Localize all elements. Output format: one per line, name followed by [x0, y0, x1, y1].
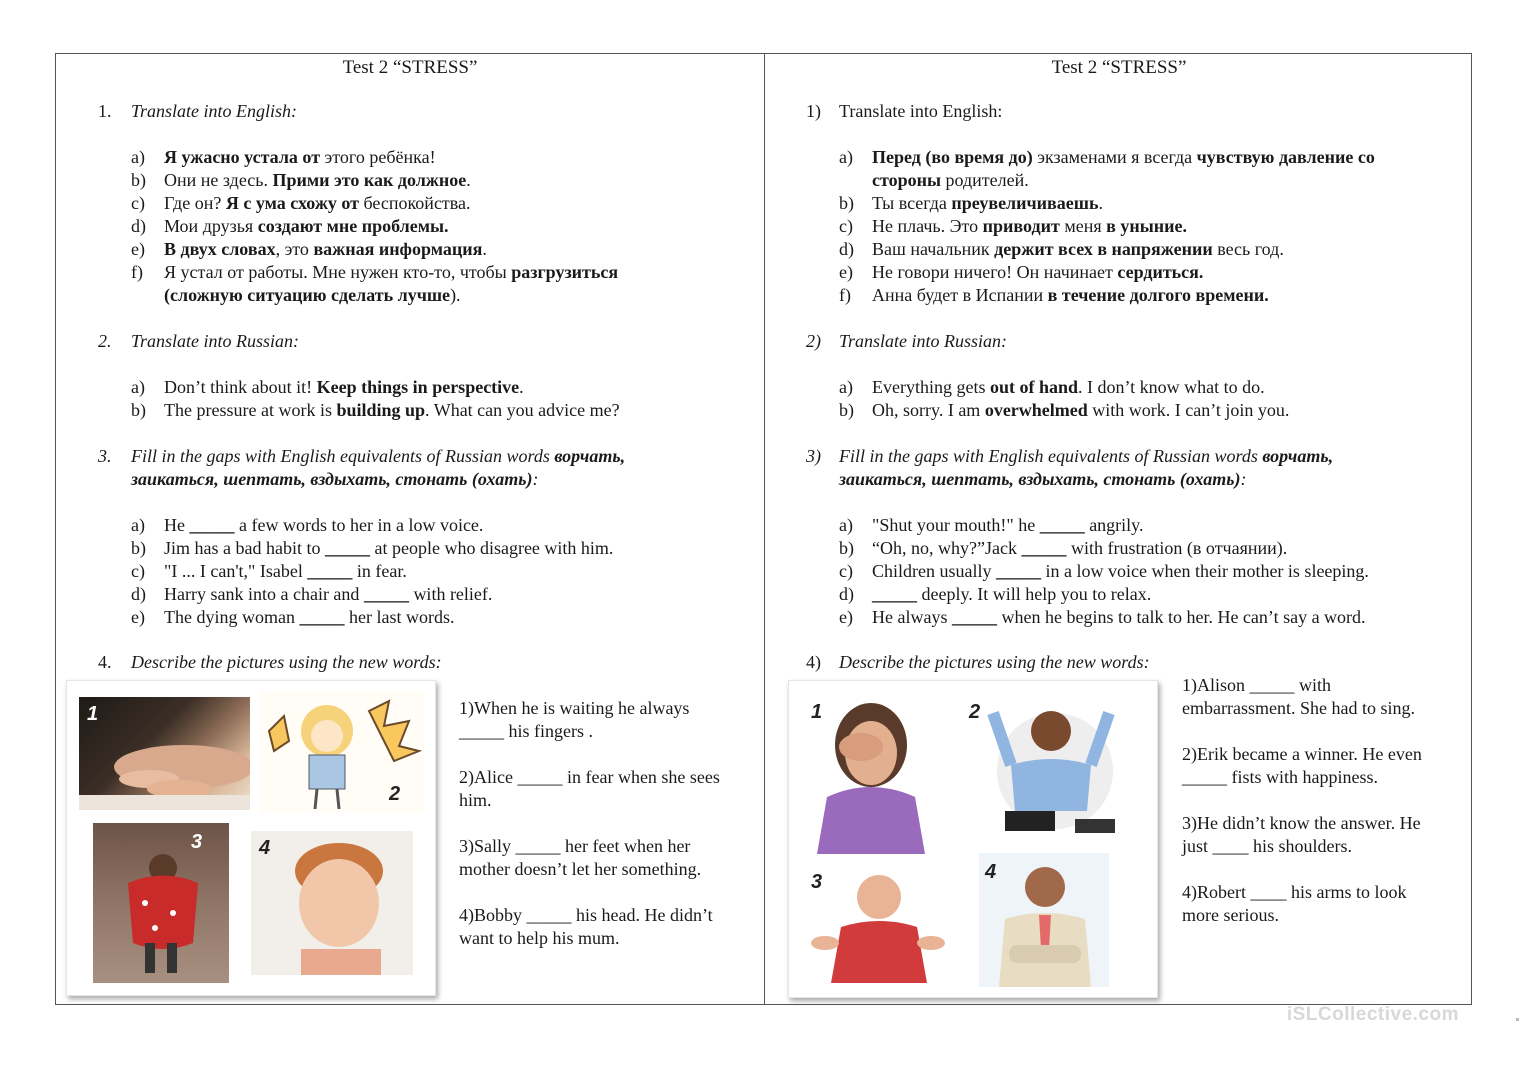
text-segment: Oh, sorry. I am [872, 400, 985, 420]
item-text [164, 537, 613, 560]
text-segment: родителей. [941, 170, 1029, 190]
text-segment: Где он? [164, 193, 226, 213]
section-3-number: 3) [806, 446, 821, 466]
answer-blank: _____ [872, 584, 917, 604]
bold-phrase: важная информация [313, 239, 483, 259]
section-1-heading: Translate into English: [839, 101, 1003, 121]
picture-sentence-line: _____ fists with happiness. [1182, 767, 1378, 787]
item-text [164, 560, 407, 583]
item-letter: c) [131, 561, 145, 581]
picture-man-arms-crossed [979, 853, 1109, 987]
section-2-number: 2) [806, 331, 821, 351]
item-text [872, 376, 1265, 399]
section-4-heading: Describe the pictures using the new words: [839, 652, 1150, 672]
picture-boy-shaking-head [251, 831, 413, 975]
text-segment: . What can you advice me? [425, 400, 620, 420]
item-letter: d) [131, 584, 146, 604]
picture-man-celebrating [965, 695, 1137, 845]
text-segment: Я устал от работы. Мне нужен кто-то, чтобы [164, 262, 512, 282]
picture-old-man-shrugging [807, 861, 947, 983]
item-text [164, 583, 492, 606]
man-crossed-arms-illustration [979, 853, 1109, 987]
picture-number-3: 3 [811, 871, 823, 893]
left-test-column [56, 53, 764, 1005]
answer-blank: _____ [1021, 538, 1067, 558]
text-segment: Не говори ничего! Он начинает [872, 262, 1118, 282]
picture-sentence-line: want to help his mum. [459, 928, 620, 948]
item-letter: b) [839, 400, 854, 420]
text-segment: her last words. [344, 607, 455, 627]
item-text [164, 169, 471, 192]
section-3-heading-line2: заикаться, шептать, вздыхать, стонать (охать): [131, 469, 539, 489]
text-segment: The dying woman [164, 607, 300, 627]
item-text [872, 192, 1103, 215]
text-segment: The pressure at work is [164, 400, 337, 420]
bold-phrase: в течение долгого времени. [1047, 285, 1269, 305]
item-text [872, 399, 1289, 422]
item-text [164, 146, 436, 169]
section-4-heading: Describe the pictures using the new words: [131, 652, 442, 672]
section-1-number: 1) [806, 101, 821, 121]
bold-phrase: преувеличиваешь [951, 193, 1099, 213]
text-segment: этого ребёнка! [320, 147, 436, 167]
item-letter: e) [131, 607, 145, 627]
item-letter: d) [131, 216, 146, 236]
bold-phrase: сердиться. [1117, 262, 1204, 282]
item-letter: e) [131, 239, 145, 259]
man-raised-fists-illustration [965, 695, 1137, 845]
text-segment: беспокойства. [359, 193, 471, 213]
item-letter: a) [839, 147, 853, 167]
decor-dot [1516, 1018, 1519, 1021]
text-segment: with work. I can’t join you. [1087, 400, 1290, 420]
text-segment: a few words to her in a low voice. [234, 515, 484, 535]
bold-phrase: в уныние. [1106, 216, 1187, 236]
text-segment: Не плачь. Это [872, 216, 983, 236]
picture-sentence-line: mother doesn’t let her something. [459, 859, 702, 879]
picture-scared-girl-cartoon [259, 691, 424, 813]
item-letter: a) [131, 515, 145, 535]
bold-phrase: Перед (во время до) [872, 147, 1033, 167]
item-text [872, 537, 1287, 560]
woman-face-in-hand-illustration [807, 697, 933, 854]
item-letter: c) [131, 193, 145, 213]
bold-phrase: держит всех в напряжении [994, 239, 1213, 259]
picture-sentence-line: embarrassment. She had to sing. [1182, 698, 1415, 718]
item-text [164, 514, 483, 537]
item-text [872, 169, 1029, 192]
text-segment: Harry sank into a chair and [164, 584, 364, 604]
answer-blank: _____ [363, 584, 409, 604]
text-segment: Don’t think about it! [164, 377, 317, 397]
item-letter: b) [839, 193, 854, 213]
text-segment: “Oh, no, why?”Jack [872, 538, 1022, 558]
text-segment: экзаменами я всегда [1032, 147, 1197, 167]
text-segment: at people who disagree with him. [369, 538, 614, 558]
text-segment: Jim has a bad habit to [164, 538, 325, 558]
item-text [164, 261, 618, 284]
picture-sentence-line: 3)He didn’t know the answer. He [1182, 813, 1421, 833]
picture-number-2: 2 [389, 783, 401, 805]
text-segment: He always [872, 607, 952, 627]
picture-sentence-line: 1)Alison _____ with [1182, 675, 1332, 695]
text-segment: Мои друзья [164, 216, 258, 236]
item-letter: a) [131, 377, 145, 397]
section-2-heading: Translate into Russian: [131, 331, 300, 351]
bold-phrase: В двух словах [164, 239, 276, 259]
picture-sentence-line: 4)Robert ____ his arms to look [1182, 882, 1407, 902]
bold-phrase: out of hand [989, 377, 1079, 397]
answer-blank: _____ [307, 561, 353, 581]
text-segment: with relief. [408, 584, 493, 604]
picture-number-1: 1 [87, 703, 99, 725]
text-segment: весь год. [1212, 239, 1284, 259]
text-segment: Они не здесь. [164, 170, 273, 190]
section-2-number: 2. [98, 331, 112, 351]
item-text [872, 583, 1151, 606]
picture-number-1: 1 [811, 701, 823, 723]
section-4-number: 4. [98, 652, 112, 672]
section-2-heading: Translate into Russian: [839, 331, 1008, 351]
picture-sentence-line: just ____ his shoulders. [1182, 836, 1353, 856]
picture-girl-stamping-feet [93, 823, 229, 983]
bold-phrase: приводит [982, 216, 1060, 236]
text-segment: "I ... I can't," Isabel [164, 561, 308, 581]
section-4-number: 4) [806, 652, 821, 672]
picture-woman-embarrassed [807, 697, 933, 854]
text-segment: deeply. It will help you to relax. [917, 584, 1152, 604]
item-letter: b) [131, 170, 146, 190]
item-letter: d) [839, 239, 854, 259]
old-man-shrug-illustration [807, 861, 947, 983]
text-segment: ). [450, 285, 461, 305]
item-text [164, 238, 487, 261]
item-letter: e) [839, 262, 853, 282]
answer-blank: _____ [996, 561, 1041, 581]
picture-number-3: 3 [191, 831, 203, 853]
picture-sentence-line: 1)When he is waiting he always [459, 698, 690, 718]
item-letter: c) [839, 561, 853, 581]
text-segment: меня [1059, 216, 1107, 236]
item-letter: a) [131, 147, 145, 167]
section-3-number: 3. [98, 446, 112, 466]
item-text [872, 560, 1369, 583]
bold-phrase: building up [336, 400, 426, 420]
answer-blank: _____ [189, 515, 235, 535]
bold-phrase: стороны [872, 170, 942, 190]
picture-sentence-line: him. [459, 790, 492, 810]
section-1-number: 1. [98, 101, 112, 121]
right-test-column [765, 53, 1473, 1005]
test-title: Test 2 “STRESS” [342, 57, 478, 78]
section-3-heading-line2: заикаться, шептать, вздыхать, стонать (охать): [839, 469, 1247, 489]
section-3-heading-line1: Fill in the gaps with English equivalents of Russian words ворчать, [839, 446, 1334, 466]
bold-phrase: Keep things in perspective [316, 377, 520, 397]
answer-blank: _____ [299, 607, 345, 627]
text-segment: Ты всегда [872, 193, 952, 213]
text-segment: when he begins to talk to her. He can’t say a word. [996, 607, 1366, 627]
picture-fingers-tapping [79, 697, 250, 810]
item-text [872, 514, 1144, 537]
text-segment: . [519, 377, 524, 397]
picture-number-4: 4 [985, 861, 997, 883]
answer-blank: _____ [324, 538, 370, 558]
bold-phrase: разгрузиться [511, 262, 619, 282]
item-letter: a) [839, 515, 853, 535]
item-letter: f) [839, 285, 851, 305]
hand-illustration [79, 697, 250, 810]
item-text [872, 238, 1284, 261]
item-text [872, 261, 1203, 284]
bold-phrase: чувствую давление со [1196, 147, 1375, 167]
item-text [872, 284, 1269, 307]
answer-blank: _____ [951, 607, 997, 627]
girl-red-dress-illustration [93, 823, 229, 983]
bold-phrase: (сложную ситуацию сделать лучше [164, 285, 451, 305]
site-watermark: iSLCollective.com [1286, 1004, 1459, 1025]
item-letter: a) [839, 377, 853, 397]
item-letter: d) [839, 584, 854, 604]
item-text [164, 376, 524, 399]
answer-blank: _____ [1039, 515, 1085, 535]
text-segment: Children usually [872, 561, 996, 581]
text-segment: in fear. [352, 561, 407, 581]
red-haired-boy-illustration [251, 831, 413, 975]
item-text [164, 606, 454, 629]
picture-sentence-line: 4)Bobby _____ his head. He didn’t [459, 905, 713, 925]
item-text [872, 606, 1366, 629]
bold-phrase: Прими это как должное [272, 170, 467, 190]
picture-sentence-line: _____ his fingers . [459, 721, 593, 741]
text-segment: Ваш начальник [872, 239, 995, 259]
text-segment: "Shut your mouth!" he [872, 515, 1040, 535]
item-text [872, 215, 1187, 238]
text-segment: . [1098, 193, 1103, 213]
text-segment: angrily. [1084, 515, 1144, 535]
section-1-heading: Translate into English: [131, 101, 298, 121]
item-text [164, 399, 620, 422]
text-segment: . [482, 239, 487, 259]
item-text [872, 146, 1375, 169]
text-segment: He [164, 515, 190, 535]
picture-sentence-line: 2)Alice _____ in fear when she sees [459, 767, 720, 787]
bold-phrase: overwhelmed [984, 400, 1088, 420]
item-text [164, 215, 449, 238]
text-segment: in a low voice when their mother is sleeping. [1041, 561, 1369, 581]
text-segment: Everything gets [872, 377, 990, 397]
bold-phrase: Я ужасно устала от [164, 147, 321, 167]
pictures-panel [788, 680, 1158, 998]
item-letter: c) [839, 216, 853, 236]
text-segment: , это [275, 239, 314, 259]
item-letter: b) [131, 538, 146, 558]
picture-number-4: 4 [259, 837, 271, 859]
bold-phrase: Я с ума схожу от [225, 193, 359, 213]
text-segment: Анна будет в Испании [872, 285, 1048, 305]
item-text [164, 284, 461, 307]
text-segment: with frustration (в отчаянии). [1066, 538, 1288, 558]
item-letter: f) [131, 262, 143, 282]
text-segment: . I don’t know what to do. [1078, 377, 1265, 397]
picture-sentence-line: more serious. [1182, 905, 1279, 925]
picture-sentence-line: 3)Sally _____ her feet when her [459, 836, 691, 856]
test-title: Test 2 “STRESS” [1051, 57, 1187, 78]
picture-sentence-line: 2)Erik became a winner. He even [1182, 744, 1422, 764]
item-letter: e) [839, 607, 853, 627]
item-letter: b) [839, 538, 854, 558]
bold-phrase: создают мне проблемы. [257, 216, 449, 236]
pictures-panel [66, 680, 436, 996]
text-segment: . [466, 170, 471, 190]
item-text [164, 192, 471, 215]
picture-number-2: 2 [969, 701, 981, 723]
item-letter: b) [131, 400, 146, 420]
section-3-heading-line1: Fill in the gaps with English equivalents of Russian words ворчать, [131, 446, 626, 466]
